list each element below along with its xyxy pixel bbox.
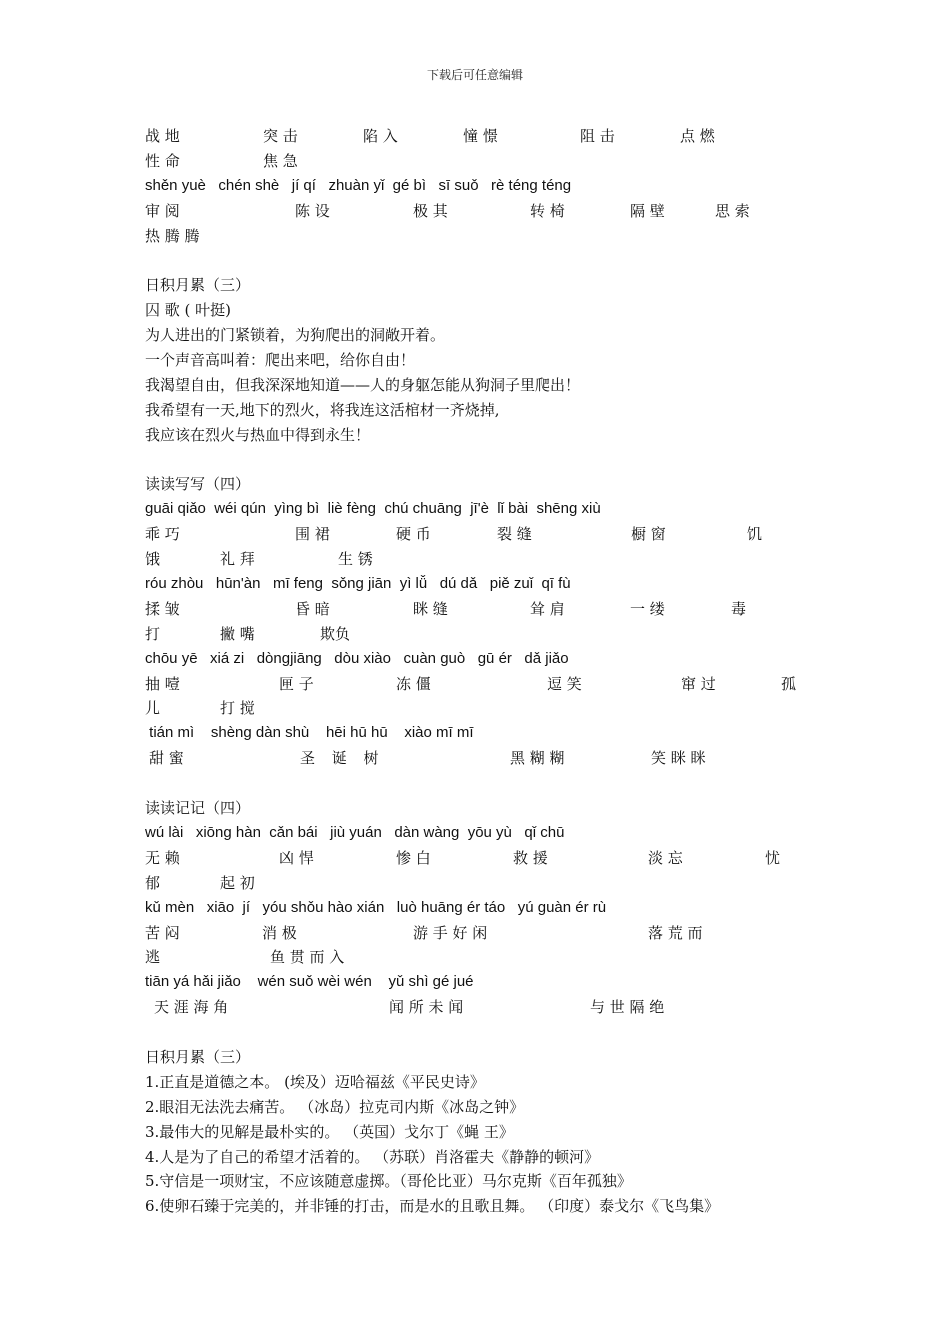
pinyin-row: shěn yuè chén shè jí qí zhuàn yǐ gé bì sī suǒ rè téng téng [145,176,572,194]
word: 笑 眯 眯 [651,749,706,768]
word: 昏 暗 [295,599,330,618]
pinyin-row: chōu yē xiá zi dòngjiāng dòu xiào cuàn guò gū ér dǎ jiǎo [145,649,569,667]
word-row [145,622,845,647]
word: 孤 [781,674,797,693]
word-row [145,945,845,970]
poem-line: 我希望有一天,地下的烈火，将我连这活棺材一齐烧掉, [145,400,500,419]
poem-title: 囚 歌 ( 叶挺) [145,301,232,320]
word-row [145,199,845,224]
word: 郁 [145,873,161,892]
word: 闻 所 未 闻 [389,998,464,1017]
section-title: 日积月累（三） [145,276,251,295]
word-row [145,522,845,547]
poem-line: 我应该在烈火与热血中得到永生！ [145,425,371,444]
pinyin-row: róu zhòu hūn'àn mī feng sǒng jiān yì lǚ dú dǎ piě zuǐ qī fù [145,575,571,593]
word: 陷 入 [363,127,398,145]
word: 打 [145,624,161,643]
word: 审 阅 [145,201,180,220]
word-row [145,921,845,946]
word: 甜 蜜 [149,749,184,768]
word: 礼 拜 [220,550,255,569]
word: 战 地 [145,127,180,145]
poem-line: 我渴望自由，但我深深地知道——人的身躯怎能从狗洞子里爬出！ [145,375,581,394]
word: 耸 肩 [530,599,565,618]
word: 裂 缝 [497,525,532,544]
word: 鱼 贯 而 入 [270,948,345,967]
word-row [145,696,845,721]
word: 极 其 [413,201,448,220]
word: 消 极 [262,923,297,942]
word: 天 涯 海 角 [154,998,229,1017]
word: 围 裙 [295,525,330,544]
word: 凶 悍 [279,848,314,867]
document-body [145,124,845,1219]
quote-line: 3.最伟大的见解是最朴实的。 （英国）戈尔丁《蝇 王》 [145,1122,514,1141]
pinyin-row: tián mì shèng dàn shù hēi hū hū xiào mī mī [145,724,474,742]
word: 窜 过 [681,674,716,693]
word: 抽 噎 [145,674,180,693]
word: 陈 设 [295,201,330,220]
word: 生 锈 [338,550,373,569]
word: 思 索 [715,201,750,220]
word-row [145,597,845,622]
word: 眯 缝 [413,599,448,618]
word: 乖 巧 [145,525,180,544]
word: 点 燃 [680,127,715,145]
word: 性 命 [145,151,180,170]
word: 硬 币 [396,525,431,544]
section-title: 读读记记（四） [145,799,251,818]
pinyin-row: kǔ mèn xiāo jí yóu shǒu hào xián luò huāng ér táo yú guàn ér rù [145,898,607,916]
word: 忧 [765,848,781,867]
word: 憧 憬 [463,127,498,145]
word: 撇 嘴 [220,624,255,643]
word: 落 荒 而 [648,923,703,942]
pinyin-row: guāi qiǎo wéi qún yìng bì liè fèng chú chuāng jī'è lǐ bài shēng xiù [145,500,601,518]
word: 橱 窗 [631,525,666,544]
word-row [145,547,845,572]
pinyin-row: wú lài xiōng hàn cǎn bái jiù yuán dàn wàng yōu yù qǐ chū [145,823,565,841]
word: 圣 诞 树 [300,749,385,768]
page-header: 下载后可任意编辑 [426,68,523,82]
word-row [145,995,845,1020]
word: 匣 子 [279,674,314,693]
quote-line: 2.眼泪无法洗去痛苦。 （冰岛）拉克司内斯《冰岛之钟》 [145,1097,525,1116]
word: 阻 击 [580,127,615,145]
word-row [145,149,845,174]
pinyin-row: tiān yá hǎi jiǎo wén suǒ wèi wén yǔ shì gé jué [145,973,474,991]
word: 儿 [145,699,161,718]
word: 欺负 [320,624,351,643]
word: 焦 急 [263,151,298,170]
word: 淡 忘 [648,848,683,867]
word-row [145,746,845,771]
quote-line: 5.守信是一项财宝，不应该随意虚掷。（哥伦比亚）马尔克斯《百年孤独》 [145,1172,632,1191]
quote-line: 4.人是为了自己的希望才活着的。 （苏联）肖洛霍夫《静静的顿河》 [145,1147,600,1166]
word-row [145,672,845,697]
section-title: 日积月累（三） [145,1047,251,1066]
word: 转 椅 [530,201,565,220]
word: 惨 白 [396,848,431,867]
word: 逃 [145,948,161,967]
word: 冻 僵 [396,674,431,693]
section-title: 读读写写（四） [145,475,251,494]
word: 起 初 [220,873,255,892]
word: 逗 笑 [547,674,582,693]
word: 揉 皱 [145,599,180,618]
word-row [145,124,845,149]
word: 隔 壁 [630,201,665,220]
word: 苦 闷 [145,923,180,942]
word-row [145,846,845,871]
word: 饥 [747,525,763,544]
word: 饿 [145,550,161,569]
poem-line: 一个声音高叫着：爬出来吧，给你自由！ [145,351,416,370]
word: 黑 糊 糊 [510,749,565,768]
word: 一 缕 [630,599,665,618]
word: 打 搅 [220,699,255,718]
word: 游 手 好 闲 [413,923,488,942]
quote-line: 1.正直是道德之本。 (埃及）迈哈福兹《平民史诗》 [145,1072,485,1091]
poem-line: 为人进出的门紧锁着，为狗爬出的洞敞开着。 [145,326,446,345]
word-row: 热 腾 腾 [145,226,200,245]
quote-line: 6.使卵石臻于完美的，并非锤的打击，而是水的且歌且舞。 （印度）泰戈尔《飞鸟集》 [145,1197,720,1216]
word: 无 赖 [145,848,180,867]
word: 突 击 [263,127,298,145]
word: 救 援 [513,848,548,867]
word: 毒 [731,599,747,618]
word: 与 世 隔 绝 [590,998,665,1017]
word-row [145,871,845,896]
